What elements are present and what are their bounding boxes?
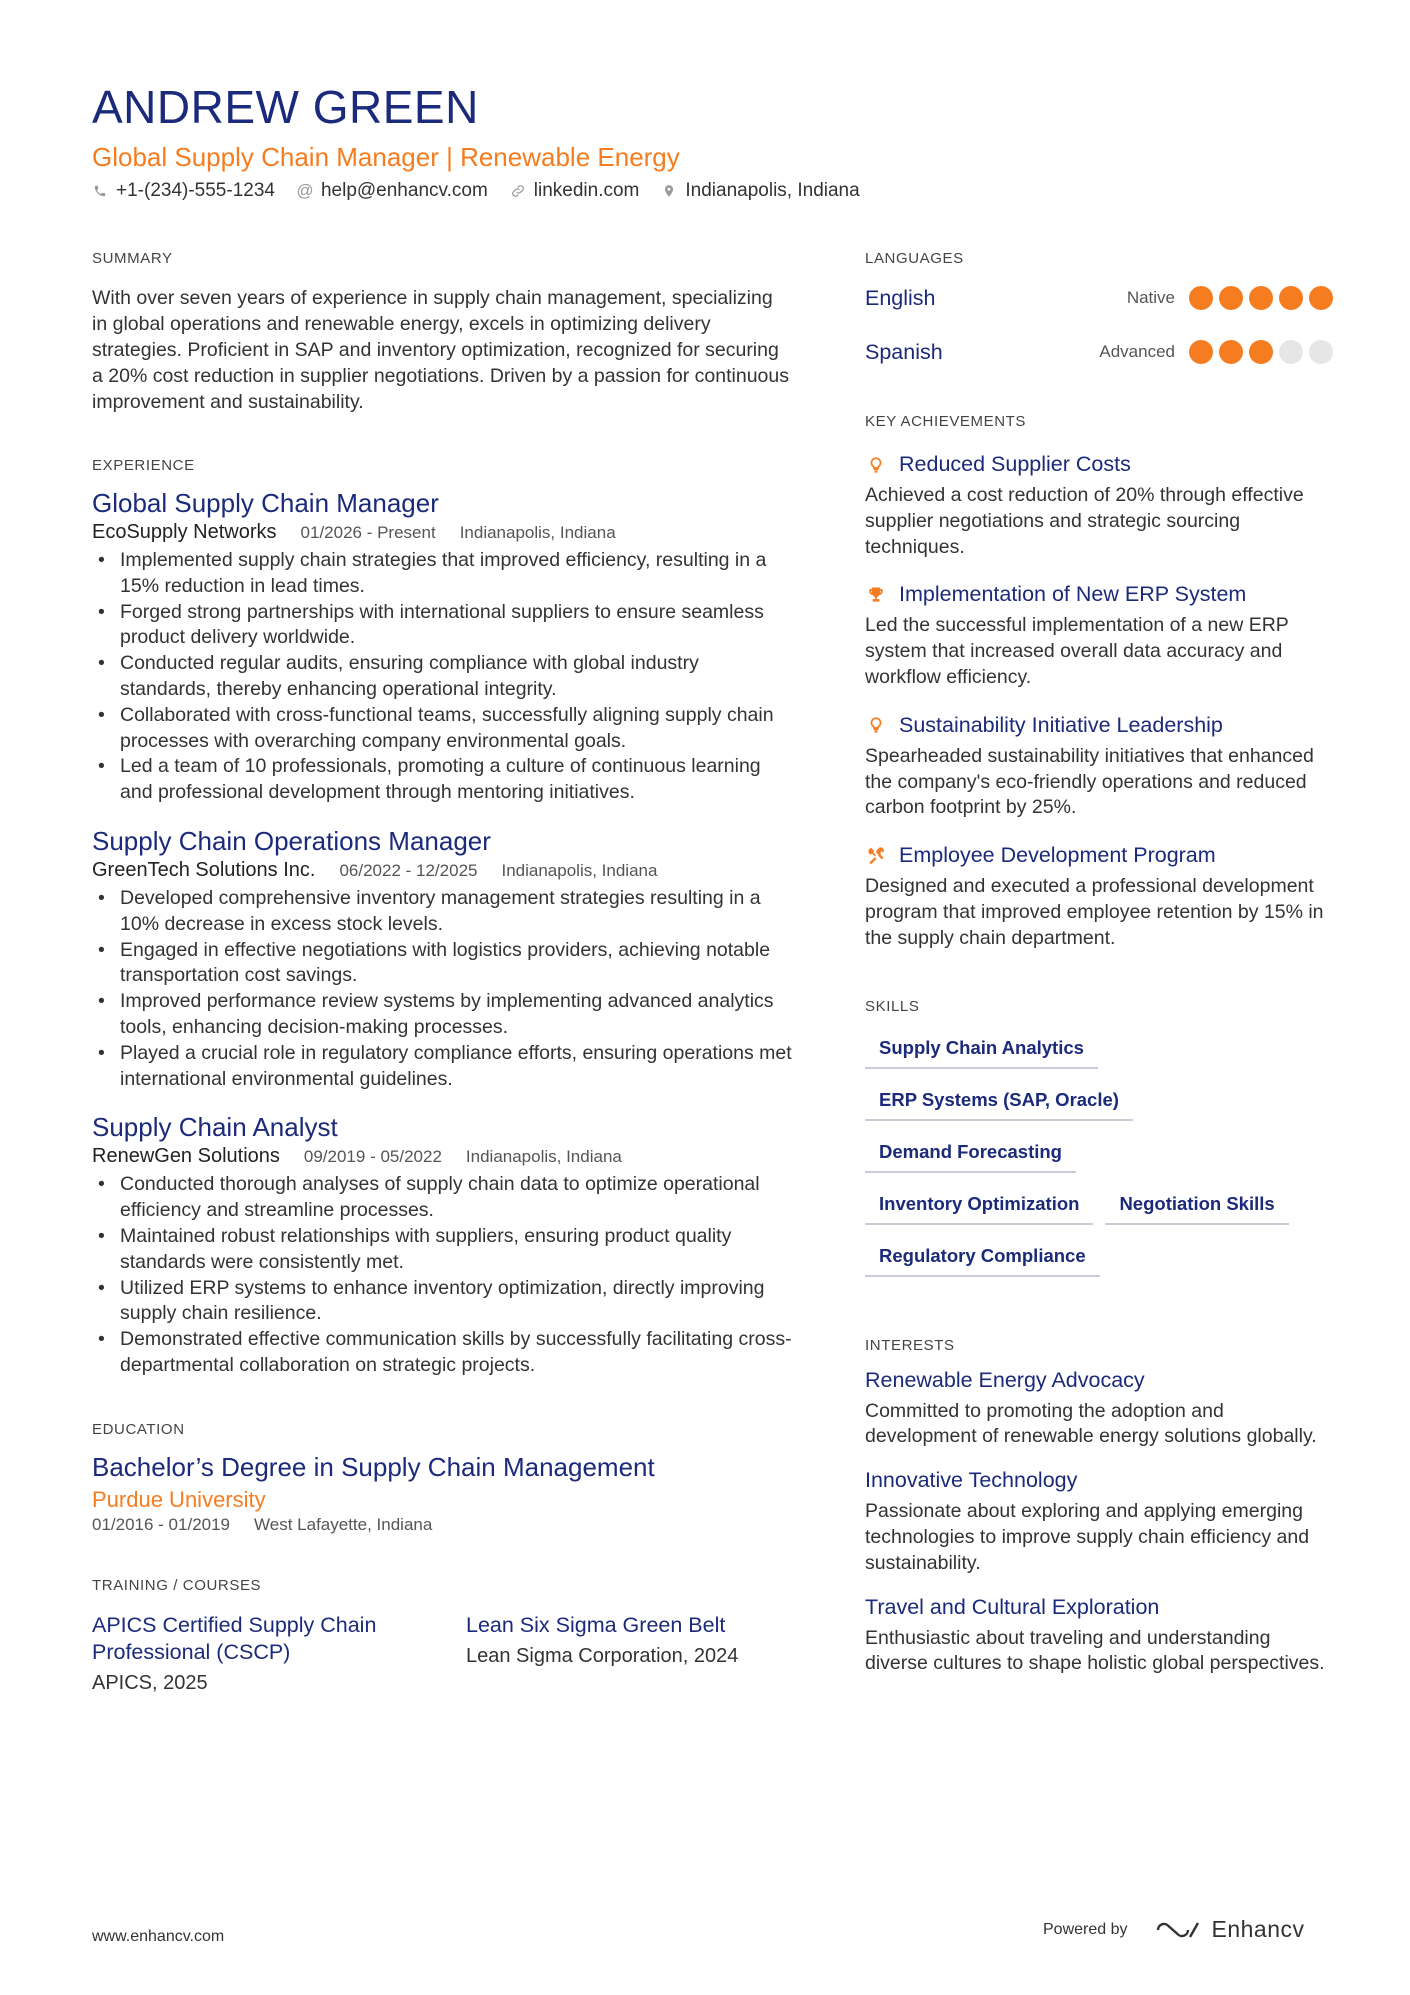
contact-bar	[92, 180, 860, 202]
job-bullets	[92, 886, 792, 1092]
rating-dot-filled	[1279, 286, 1303, 310]
rating-dot-filled	[1249, 286, 1273, 310]
contact-location	[661, 180, 859, 202]
languages-section	[865, 250, 1335, 367]
training-label: TRAINING / COURSES	[92, 1576, 262, 1594]
achievement-title: Implementation of New ERP System	[899, 582, 1247, 607]
job-bullet: • Maintained robust relationships with suppliers, ensuring product quality standards were consistently met.	[92, 1224, 792, 1276]
enhancv-logo	[1154, 1916, 1305, 1943]
achievement-desc: Designed and executed a professional development program that improved employee retention by 15% in the supply chain department.	[865, 875, 1324, 949]
education-dates: 01/2016 - 01/2019	[92, 1514, 231, 1534]
job-bullet: • Collaborated with cross-functional teams, successfully aligning supply chain processes with overarching company environmental goals.	[92, 703, 792, 755]
location-text: Indianapolis, Indiana	[685, 180, 860, 201]
job-company: EcoSupply Networks	[92, 521, 277, 543]
job-bullet: • Led a team of 10 professionals, promoting a culture of continuous learning and professional development through mentoring initiatives.	[92, 754, 792, 806]
achievement-desc: Achieved a cost reduction of 20% through effective supplier negotiations and strategic sourcing techniques.	[865, 484, 1304, 558]
skill-tag: Inventory Optimization	[865, 1185, 1093, 1225]
job-bullet: • Utilized ERP systems to enhance inventory optimization, directly improving supply chain resilience.	[92, 1276, 792, 1328]
rating-dot-filled	[1219, 286, 1243, 310]
language-name: Spanish	[865, 339, 943, 364]
interest-item	[865, 1368, 1335, 1451]
footer-site[interactable]: www.enhancv.com	[92, 1928, 225, 1945]
skills-label: SKILLS	[865, 997, 920, 1015]
location-pin-icon	[661, 183, 677, 199]
interest-title: Innovative Technology	[865, 1468, 1078, 1493]
education-degree: Bachelor’s Degree in Supply Chain Management	[92, 1451, 655, 1482]
skill-tag: ERP Systems (SAP, Oracle)	[865, 1081, 1133, 1121]
right-column	[865, 250, 1335, 1677]
job-dates: 06/2022 - 12/2025	[339, 860, 478, 880]
skills-section	[865, 998, 1335, 1277]
linkedin-text: linkedin.com	[533, 180, 640, 201]
interest-desc: Committed to promoting the adoption and development of renewable energy solutions globally.	[865, 1399, 1317, 1448]
candidate-subtitle: Global Supply Chain Manager | Renewable Energy	[92, 142, 680, 172]
interests-section	[865, 1337, 1335, 1678]
achievement-item	[865, 843, 1335, 951]
achievement-item	[865, 713, 1335, 821]
achievements-label: KEY ACHIEVEMENTS	[865, 413, 1027, 430]
brand-name: Enhancv	[1211, 1916, 1305, 1942]
job-dates: 01/2026 - Present	[300, 523, 436, 542]
language-row	[865, 283, 1335, 313]
education-label: EDUCATION	[92, 1420, 185, 1438]
job-location: Indianapolis, Indiana	[459, 523, 616, 542]
job-location: Indianapolis, Indiana	[501, 860, 658, 880]
interest-title: Travel and Cultural Exploration	[865, 1594, 1160, 1619]
education-location: West Lafayette, Indiana	[254, 1514, 433, 1534]
interest-desc: Enthusiastic about traveling and understanding diverse cultures to shape holistic global perspectives.	[865, 1626, 1325, 1675]
education-meta	[92, 1515, 792, 1535]
job-meta	[92, 521, 792, 544]
summary-section	[92, 250, 792, 415]
job-bullet: • Played a crucial role in regulatory compliance efforts, ensuring operations met international environmental guidelines.	[92, 1041, 792, 1093]
achievements-section	[865, 413, 1335, 952]
job-dates: 09/2019 - 05/2022	[303, 1147, 442, 1167]
interest-item	[865, 1595, 1335, 1678]
achievement-desc: Spearheaded sustainability initiatives that enhanced the company's eco-friendly operations and reduced carbon footprint by 25%.	[865, 744, 1314, 819]
job-bullet: • Conducted thorough analyses of supply chain data to optimize operational efficiency and streamline processes.	[92, 1172, 792, 1224]
job-bullet: • Improved performance review systems by implementing advanced analytics tools, enhancing decision-making processes.	[92, 989, 792, 1041]
job-entry	[92, 1112, 792, 1378]
achievement-desc: Led the successful implementation of a new ERP system that increased overall data accuracy and workflow efficiency.	[865, 614, 1289, 688]
job-title: Supply Chain Operations Manager	[92, 825, 491, 856]
achievement-title: Sustainability Initiative Leadership	[899, 712, 1223, 737]
candidate-name: ANDREW GREEN	[92, 81, 479, 133]
language-level: Advanced	[1099, 342, 1175, 361]
summary-text: With over seven years of experience in supply chain management, specializing in global operations and renewable energy, excels in optimizing delivery strategies. Proficient in SAP and inventory optimization, recognized for securing a 20% cost reduction in supplier negotiations. Driven by a passion for continuous improvement and sustainability.	[92, 287, 789, 413]
job-bullets	[92, 1172, 792, 1378]
rating-dot-filled	[1249, 340, 1273, 364]
interest-item	[865, 1468, 1335, 1576]
contact-phone[interactable]	[92, 180, 275, 202]
job-bullet: • Engaged in effective negotiations with logistics providers, achieving notable transportation cost savings.	[92, 938, 792, 990]
achievement-item	[865, 582, 1335, 690]
trophy-icon	[865, 584, 887, 606]
training-section	[92, 1577, 792, 1695]
job-title: Supply Chain Analyst	[92, 1112, 338, 1143]
skill-tag: Supply Chain Analytics	[865, 1029, 1098, 1069]
job-bullet: • Forged strong partnerships with international suppliers to ensure seamless product delivery worldwide.	[92, 600, 792, 652]
job-title: Global Supply Chain Manager	[92, 488, 439, 518]
language-name: English	[865, 285, 936, 310]
language-level: Native	[1126, 288, 1175, 307]
job-company: GreenTech Solutions Inc.	[92, 858, 316, 881]
achievement-title: Reduced Supplier Costs	[899, 452, 1131, 476]
interest-title: Renewable Energy Advocacy	[865, 1367, 1145, 1392]
training-title: Lean Six Sigma Green Belt	[466, 1612, 726, 1637]
job-bullet: • Implemented supply chain strategies that improved efficiency, resulting in a 15% reduction in lead times.	[92, 548, 792, 600]
job-meta	[92, 1145, 792, 1168]
job-bullet: • Demonstrated effective communication skills by successfully facilitating cross-departmental collaboration on strategic projects.	[92, 1327, 792, 1379]
lightbulb-icon	[865, 714, 887, 736]
job-bullets	[92, 548, 792, 806]
phone-icon	[92, 183, 108, 199]
skill-tag: Demand Forecasting	[865, 1133, 1076, 1173]
link-icon	[510, 183, 526, 199]
training-provider: APICS, 2025	[92, 1671, 208, 1694]
rating-dot-empty	[1309, 340, 1333, 364]
job-location: Indianapolis, Indiana	[465, 1147, 622, 1167]
achievement-item	[865, 452, 1335, 560]
powered-by-text: Powered by	[1043, 1920, 1128, 1938]
training-title: APICS Certified Supply Chain Professional (CSCP)	[92, 1612, 377, 1664]
footer-brand[interactable]	[1043, 1916, 1305, 1943]
skill-tag: Negotiation Skills	[1105, 1185, 1288, 1225]
rating-dot-filled	[1309, 286, 1333, 310]
training-item	[466, 1612, 776, 1695]
rating-dot-empty	[1279, 340, 1303, 364]
experience-section	[92, 457, 792, 1379]
education-section	[92, 1421, 792, 1535]
tools-icon	[865, 845, 887, 867]
language-rating	[1189, 340, 1333, 364]
lightbulb-icon	[865, 454, 887, 476]
language-row	[865, 337, 1335, 367]
interest-desc: Passionate about exploring and applying emerging technologies to improve supply chain efficiency and sustainability.	[865, 1500, 1310, 1574]
rating-dot-filled	[1219, 340, 1243, 364]
job-bullet: • Conducted regular audits, ensuring compliance with global industry standards, thereby enhancing operational integrity.	[92, 651, 792, 703]
job-bullet: • Developed comprehensive inventory management strategies resulting in a 10% decrease in excess stock levels.	[92, 886, 792, 938]
phone-text: +1-(234)-555-1234	[116, 180, 275, 201]
skills-list	[865, 1029, 1335, 1277]
training-provider: Lean Sigma Corporation, 2024	[466, 1644, 739, 1667]
training-list	[92, 1612, 792, 1695]
job-entry	[92, 826, 792, 1092]
skill-tag: Regulatory Compliance	[865, 1237, 1100, 1277]
contact-email[interactable]	[297, 180, 488, 202]
achievement-title: Employee Development Program	[899, 843, 1216, 868]
job-company: RenewGen Solutions	[92, 1145, 280, 1168]
email-text: help@enhancv.com	[320, 180, 488, 201]
interests-label: INTERESTS	[865, 1336, 955, 1354]
rating-dot-filled	[1189, 286, 1213, 310]
job-meta	[92, 859, 792, 882]
enhancv-logo-icon	[1154, 1919, 1202, 1941]
job-entry	[92, 488, 792, 806]
contact-linkedin[interactable]	[510, 180, 640, 202]
language-rating	[1189, 286, 1333, 310]
training-item	[92, 1612, 402, 1695]
left-column	[92, 250, 792, 1695]
languages-label: LANGUAGES	[865, 250, 964, 267]
summary-label: SUMMARY	[92, 250, 173, 267]
at-icon: @	[296, 181, 314, 200]
experience-label: EXPERIENCE	[92, 457, 195, 474]
rating-dot-filled	[1189, 340, 1213, 364]
education-school: Purdue University	[92, 1486, 266, 1512]
